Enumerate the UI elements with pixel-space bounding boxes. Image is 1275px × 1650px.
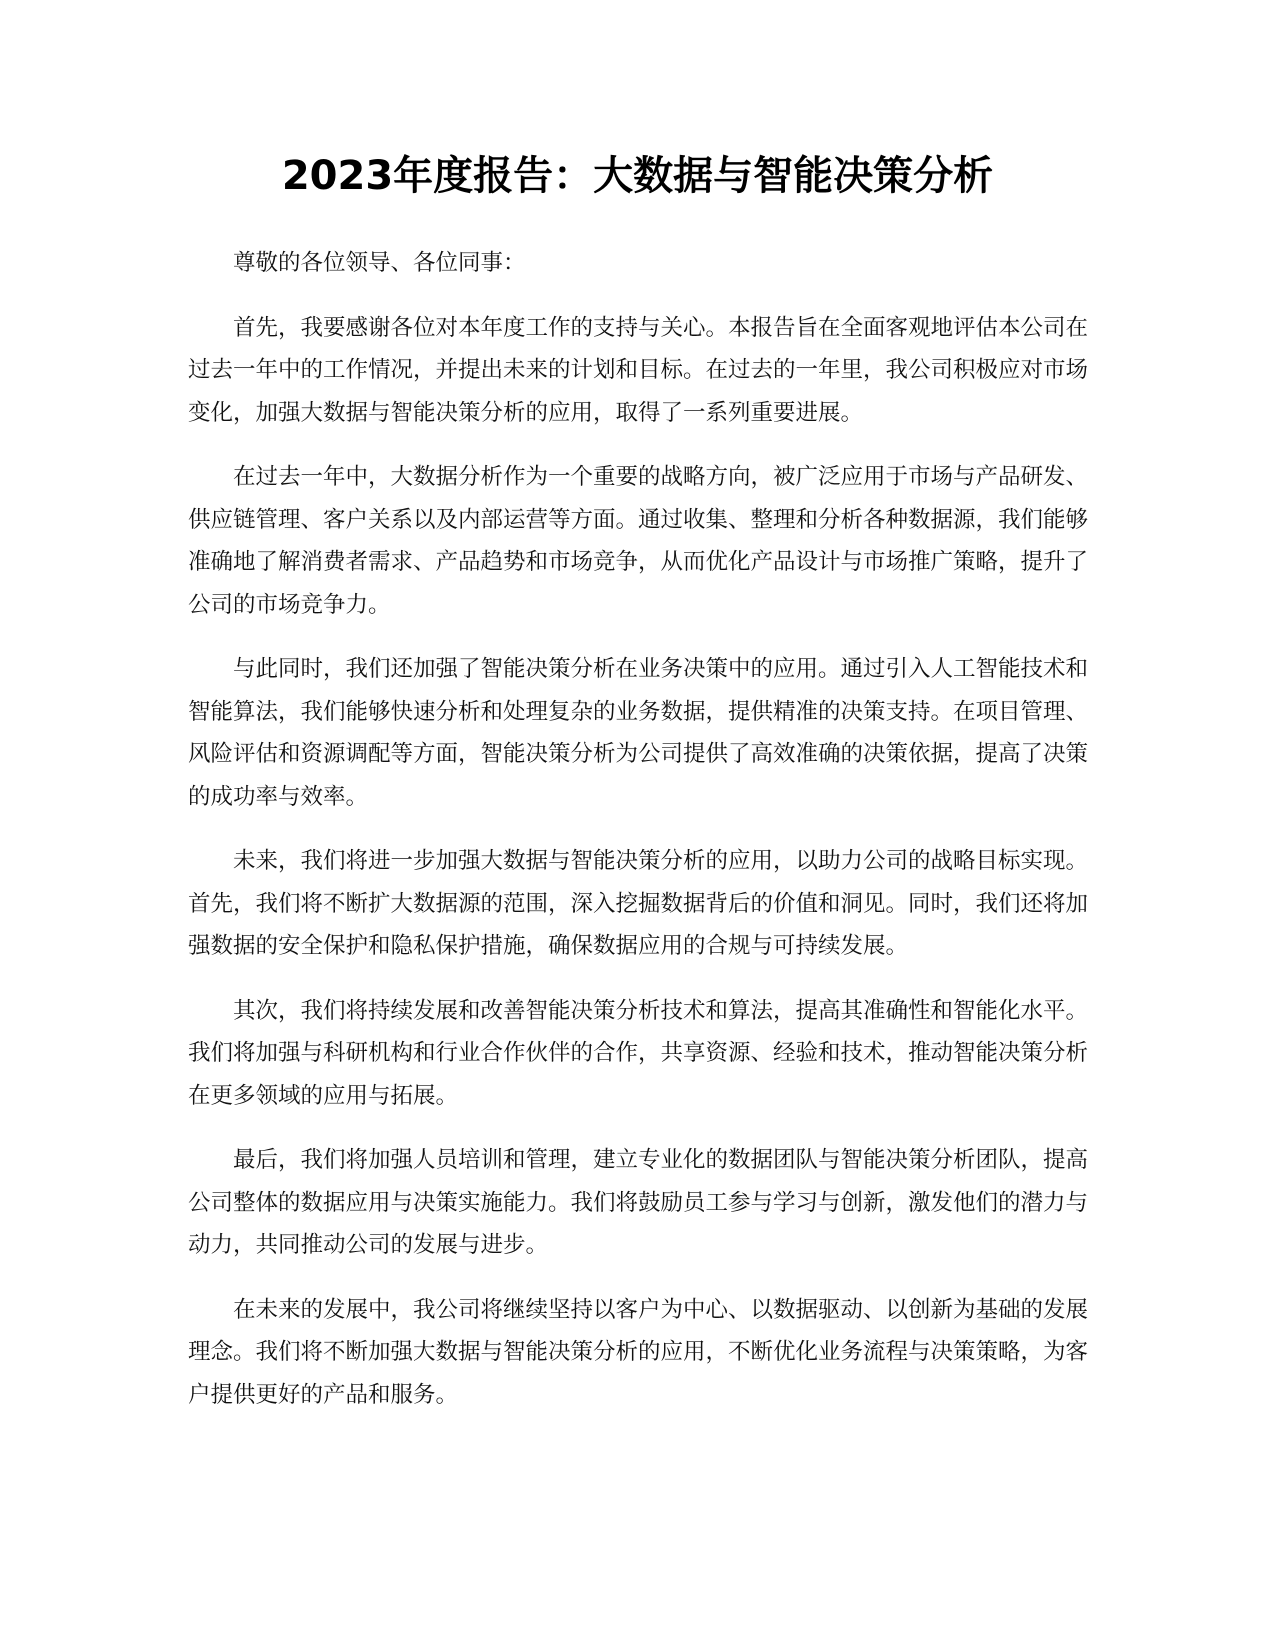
paragraph-5: 其次，我们将持续发展和改善智能决策分析技术和算法，提高其准确性和智能化水平。我们将加强与科研机构和行业合作伙伴的合作，共享资源、经验和技术，推动智能决策分析在更多领域的应用与拓展。 bbox=[188, 997, 1089, 1109]
document-body bbox=[188, 242, 1088, 1438]
greeting: 尊敬的各位领导、各位同事： bbox=[233, 250, 526, 276]
paragraph-6: 最后，我们将加强人员培训和管理，建立专业化的数据团队与智能决策分析团队，提高公司整体的数据应用与决策实施能力。我们将鼓励员工参与学习与创新，激发他们的潜力与动力，共同推动公司的发展与进步。 bbox=[188, 1147, 1089, 1258]
paragraph-4: 未来，我们将进一步加强大数据与智能决策分析的应用，以助力公司的战略目标实现。首先，我们将不断扩大数据源的范围，深入挖掘数据背后的价值和洞见。同时，我们还将加强数据的安全保护和隐私保护措施，确保数据应用的合规与可持续发展。 bbox=[188, 848, 1089, 959]
paragraph-2: 在过去一年中，大数据分析作为一个重要的战略方向，被广泛应用于市场与产品研发、供应链管理、客户关系以及内部运营等方面。通过收集、整理和分析各种数据源，我们能够准确地了解消费者需求、产品趋势和市场竞争，从而优化产品设计与市场推广策略，提升了公司的市场竞争力。 bbox=[188, 464, 1089, 618]
document-title: 2023年度报告：大数据与智能决策分析 bbox=[281, 153, 994, 199]
paragraph-3: 与此同时，我们还加强了智能决策分析在业务决策中的应用。通过引入人工智能技术和智能算法，我们能够快速分析和处理复杂的业务数据，提供精准的决策支持。在项目管理、风险评估和资源调配等方面，智能决策分析为公司提供了高效准确的决策依据，提高了决策的成功率与效率。 bbox=[188, 656, 1089, 810]
paragraph-1: 首先，我要感谢各位对本年度工作的支持与关心。本报告旨在全面客观地评估本公司在过去一年中的工作情况，并提出未来的计划和目标。在过去的一年里，我公司积极应对市场变化，加强大数据与智能决策分析的应用，取得了一系列重要进展。 bbox=[188, 314, 1089, 426]
paragraph-7: 在未来的发展中，我公司将继续坚持以客户为中心、以数据驱动、以创新为基础的发展理念。我们将不断加强大数据与智能决策分析的应用，不断优化业务流程与决策策略，为客户提供更好的产品和服务。 bbox=[188, 1296, 1089, 1408]
